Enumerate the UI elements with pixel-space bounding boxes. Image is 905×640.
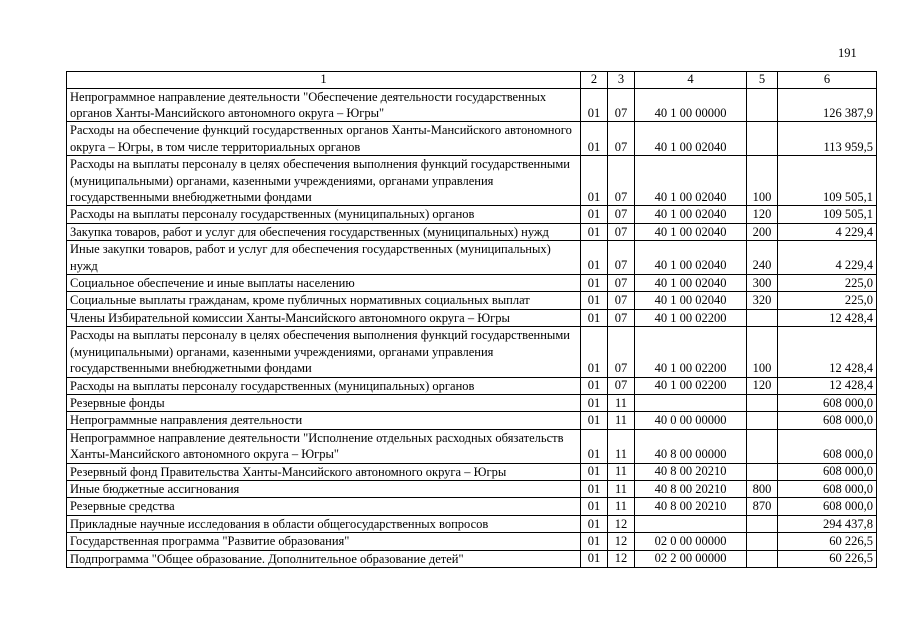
table-row — [67, 498, 877, 515]
amount-cell: 4 229,4 — [778, 223, 877, 240]
expense-type-cell: 120 — [747, 377, 778, 394]
expense-type-cell: 240 — [747, 241, 778, 275]
table-row — [67, 515, 877, 532]
row-name-cell: Расходы на выплаты персоналу в целях обеспечения выполнения функций государственными (муниципальными) органами, казенными учреждениями, органами управления государственными внебюджетными фондами — [67, 156, 581, 206]
row-name-cell: Социальное обеспечение и иные выплаты населению — [67, 275, 581, 292]
row-name-cell: Непрограммное направление деятельности "Исполнение отдельных расходных обязательств Ханты-Мансийского автономного округа – Югры" — [67, 429, 581, 463]
target-article-cell: 40 1 00 02040 — [635, 122, 747, 156]
row-name-cell: Резервный фонд Правительства Ханты-Мансийского автономного округа – Югры — [67, 463, 581, 480]
subsection-code-cell: 11 — [608, 463, 635, 480]
amount-cell: 60 226,5 — [778, 533, 877, 550]
table-row — [67, 327, 877, 377]
row-name-cell: Государственная программа "Развитие образования" — [67, 533, 581, 550]
section-code-cell: 01 — [581, 550, 608, 567]
row-name-cell: Резервные средства — [67, 498, 581, 515]
table-row — [67, 122, 877, 156]
table-row — [67, 480, 877, 497]
row-name-cell: Непрограммные направления деятельности — [67, 412, 581, 429]
expense-type-cell: 300 — [747, 275, 778, 292]
subsection-code-cell: 07 — [608, 156, 635, 206]
table-row — [67, 223, 877, 240]
expense-type-cell: 100 — [747, 156, 778, 206]
subsection-code-cell: 07 — [608, 275, 635, 292]
expense-type-cell — [747, 550, 778, 567]
section-code-cell: 01 — [581, 309, 608, 326]
amount-cell: 109 505,1 — [778, 156, 877, 206]
amount-cell: 60 226,5 — [778, 550, 877, 567]
target-article-cell: 40 1 00 02040 — [635, 241, 747, 275]
table-row — [67, 533, 877, 550]
expense-type-cell: 200 — [747, 223, 778, 240]
column-header: 2 — [581, 72, 608, 89]
subsection-code-cell: 11 — [608, 498, 635, 515]
subsection-code-cell: 07 — [608, 206, 635, 223]
table-row — [67, 241, 877, 275]
row-name-cell: Иные закупки товаров, работ и услуг для обеспечения государственных (муниципальных) нужд — [67, 241, 581, 275]
target-article-cell: 40 1 00 02200 — [635, 309, 747, 326]
section-code-cell: 01 — [581, 480, 608, 497]
section-code-cell: 01 — [581, 241, 608, 275]
column-header: 6 — [778, 72, 877, 89]
expense-type-cell — [747, 394, 778, 411]
table-row — [67, 309, 877, 326]
subsection-code-cell: 07 — [608, 122, 635, 156]
expense-type-cell: 100 — [747, 327, 778, 377]
section-code-cell: 01 — [581, 394, 608, 411]
section-code-cell: 01 — [581, 533, 608, 550]
target-article-cell: 40 1 00 00000 — [635, 88, 747, 122]
table-row — [67, 394, 877, 411]
target-article-cell: 40 1 00 02040 — [635, 156, 747, 206]
expense-type-cell: 870 — [747, 498, 778, 515]
target-article-cell: 40 8 00 20210 — [635, 498, 747, 515]
row-name-cell: Закупка товаров, работ и услуг для обеспечения государственных (муниципальных) нужд — [67, 223, 581, 240]
target-article-cell: 40 1 00 02200 — [635, 377, 747, 394]
target-article-cell: 40 1 00 02040 — [635, 223, 747, 240]
row-name-cell: Расходы на выплаты персоналу государственных (муниципальных) органов — [67, 377, 581, 394]
column-header: 1 — [67, 72, 581, 89]
amount-cell: 608 000,0 — [778, 412, 877, 429]
subsection-code-cell: 12 — [608, 550, 635, 567]
amount-cell: 12 428,4 — [778, 377, 877, 394]
table-row — [67, 275, 877, 292]
target-article-cell: 40 1 00 02200 — [635, 327, 747, 377]
expense-type-cell — [747, 122, 778, 156]
subsection-code-cell: 07 — [608, 309, 635, 326]
column-header: 3 — [608, 72, 635, 89]
section-code-cell: 01 — [581, 498, 608, 515]
table-row — [67, 156, 877, 206]
row-name-cell: Непрограммное направление деятельности "Обеспечение деятельности государственных органов Ханты-Мансийского автономного округа – Югры" — [67, 88, 581, 122]
section-code-cell: 01 — [581, 377, 608, 394]
section-code-cell: 01 — [581, 515, 608, 532]
row-name-cell: Расходы на обеспечение функций государственных органов Ханты-Мансийского автономного округа – Югры, в том числе территориальных органов — [67, 122, 581, 156]
amount-cell: 294 437,8 — [778, 515, 877, 532]
amount-cell: 109 505,1 — [778, 206, 877, 223]
section-code-cell: 01 — [581, 412, 608, 429]
subsection-code-cell: 07 — [608, 241, 635, 275]
row-name-cell: Подпрограмма "Общее образование. Дополнительное образование детей" — [67, 550, 581, 567]
expense-type-cell — [747, 515, 778, 532]
subsection-code-cell: 11 — [608, 429, 635, 463]
amount-cell: 608 000,0 — [778, 429, 877, 463]
target-article-cell: 02 0 00 00000 — [635, 533, 747, 550]
target-article-cell: 40 8 00 20210 — [635, 480, 747, 497]
section-code-cell: 01 — [581, 156, 608, 206]
subsection-code-cell: 07 — [608, 292, 635, 309]
amount-cell: 12 428,4 — [778, 309, 877, 326]
table-row — [67, 429, 877, 463]
target-article-cell: 40 1 00 02040 — [635, 206, 747, 223]
amount-cell: 608 000,0 — [778, 463, 877, 480]
subsection-code-cell: 11 — [608, 480, 635, 497]
table-row — [67, 377, 877, 394]
target-article-cell — [635, 394, 747, 411]
expense-type-cell: 120 — [747, 206, 778, 223]
section-code-cell: 01 — [581, 223, 608, 240]
subsection-code-cell: 12 — [608, 533, 635, 550]
expense-type-cell — [747, 88, 778, 122]
page-number: 191 — [838, 46, 857, 60]
row-name-cell: Иные бюджетные ассигнования — [67, 480, 581, 497]
section-code-cell: 01 — [581, 122, 608, 156]
section-code-cell: 01 — [581, 292, 608, 309]
amount-cell: 608 000,0 — [778, 498, 877, 515]
section-code-cell: 01 — [581, 429, 608, 463]
expense-type-cell — [747, 533, 778, 550]
expense-type-cell — [747, 309, 778, 326]
amount-cell: 225,0 — [778, 292, 877, 309]
amount-cell: 4 229,4 — [778, 241, 877, 275]
section-code-cell: 01 — [581, 88, 608, 122]
column-header: 5 — [747, 72, 778, 89]
table-row — [67, 412, 877, 429]
expense-type-cell: 800 — [747, 480, 778, 497]
subsection-code-cell: 07 — [608, 88, 635, 122]
expense-type-cell: 320 — [747, 292, 778, 309]
expense-type-cell — [747, 429, 778, 463]
amount-cell: 113 959,5 — [778, 122, 877, 156]
amount-cell: 12 428,4 — [778, 327, 877, 377]
column-header: 4 — [635, 72, 747, 89]
table-header-row — [67, 72, 877, 89]
subsection-code-cell: 07 — [608, 327, 635, 377]
amount-cell: 608 000,0 — [778, 480, 877, 497]
table-row — [67, 292, 877, 309]
row-name-cell: Прикладные научные исследования в области общегосударственных вопросов — [67, 515, 581, 532]
row-name-cell: Резервные фонды — [67, 394, 581, 411]
expense-type-cell — [747, 412, 778, 429]
row-name-cell: Члены Избирательной комиссии Ханты-Мансийского автономного округа – Югры — [67, 309, 581, 326]
table-row — [67, 550, 877, 567]
section-code-cell: 01 — [581, 206, 608, 223]
subsection-code-cell: 11 — [608, 394, 635, 411]
target-article-cell: 02 2 00 00000 — [635, 550, 747, 567]
budget-table — [66, 71, 877, 568]
subsection-code-cell: 07 — [608, 223, 635, 240]
row-name-cell: Расходы на выплаты персоналу государственных (муниципальных) органов — [67, 206, 581, 223]
subsection-code-cell: 07 — [608, 377, 635, 394]
target-article-cell: 40 8 00 20210 — [635, 463, 747, 480]
section-code-cell: 01 — [581, 327, 608, 377]
amount-cell: 225,0 — [778, 275, 877, 292]
table-row — [67, 88, 877, 122]
subsection-code-cell: 11 — [608, 412, 635, 429]
table-row — [67, 463, 877, 480]
table-row — [67, 206, 877, 223]
target-article-cell: 40 1 00 02040 — [635, 292, 747, 309]
target-article-cell — [635, 515, 747, 532]
amount-cell: 608 000,0 — [778, 394, 877, 411]
amount-cell: 126 387,9 — [778, 88, 877, 122]
target-article-cell: 40 8 00 00000 — [635, 429, 747, 463]
expense-type-cell — [747, 463, 778, 480]
target-article-cell: 40 0 00 00000 — [635, 412, 747, 429]
subsection-code-cell: 12 — [608, 515, 635, 532]
section-code-cell: 01 — [581, 463, 608, 480]
row-name-cell: Социальные выплаты гражданам, кроме публичных нормативных социальных выплат — [67, 292, 581, 309]
target-article-cell: 40 1 00 02040 — [635, 275, 747, 292]
row-name-cell: Расходы на выплаты персоналу в целях обеспечения выполнения функций государственными (муниципальными) органами, казенными учреждениями, органами управления государственными внебюджетными фондами — [67, 327, 581, 377]
section-code-cell: 01 — [581, 275, 608, 292]
